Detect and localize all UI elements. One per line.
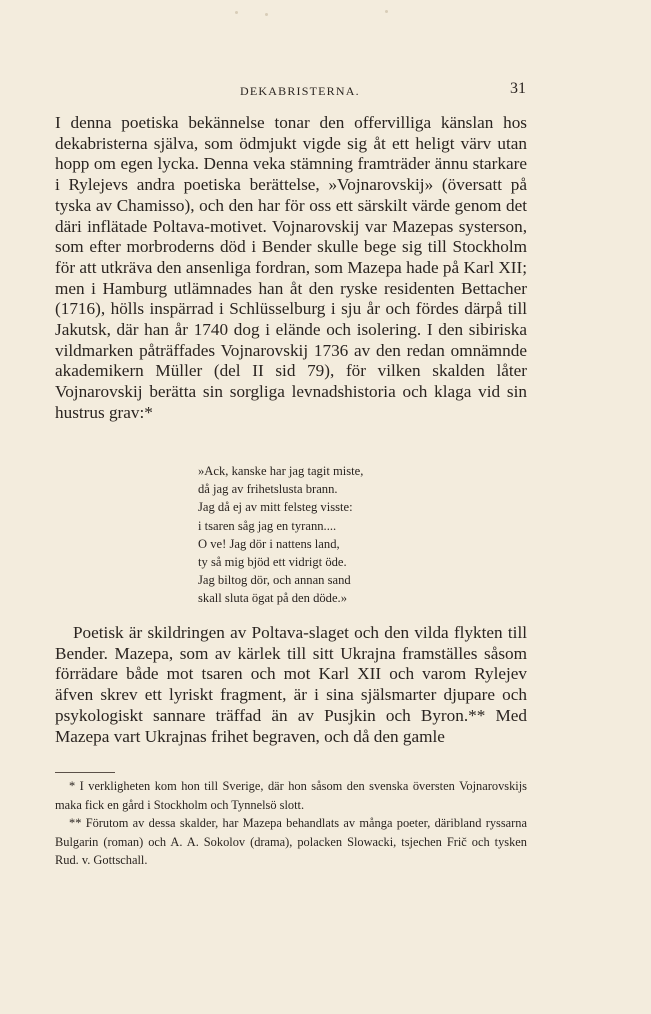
footnote-2: ** Förutom av dessa skalder, har Mazepa behandlats av många poeter, däribland ryssarna Bulgarin (roman) och A. A. Sokolov (drama), polacken Slowacki, tsjechen Frič och tysken Rud. v. Gottschall. (55, 816, 527, 868)
paper-specks (225, 8, 425, 18)
poem-line: Jag då ej av mitt felsteg visste: (198, 500, 353, 515)
poem-line: O ve! Jag dör i nattens land, (198, 536, 340, 551)
paragraph-1-text: I denna poetiska bekännelse tonar den offervilliga känslan hos dekabristerna själva, som ödmjukt vigde sig åt ett heligt värv utan hopp om egen lycka. Denna veka stämning framträder ännu starkare i Rylejevs andra poetiska berättelse, »Vojnarovskij» (översatt på tyska av Chamisso), och den har för oss ett särskilt värde genom det däri inflätade Poltava-motivet. Vojnarovskij var Mazepas systerson, som efter morbroderns död i Bender skulle bege sig till Stockholm för att utkräva den ansenliga fordran, som Mazepa hade på Karl XII; men i Hamburg utlämnades han åt den ryske residenten Bettacher (1716), hölls inspärrad i Schlüsselburg i sju år och fördes därpå till Jakutsk, där han år 1740 dog i elände och isolering. I den sibiriska vildmarken påträffades Vojnarovskij 1736 av den redan omnämnde akademikern Müller (del II sid 79), för vilken skalden låter Vojnarovskij berätta sin sorgliga levnadshistoria och klaga vid sin hustrus grav:* (55, 113, 527, 422)
poem-line: i tsaren såg jag en tyrann.... (198, 518, 337, 533)
poem-line: ty så mig bjöd ett vidrigt öde. (198, 555, 347, 570)
paragraph-2 (55, 623, 527, 747)
poem-line: Jag biltog dör, och annan sand (198, 573, 351, 588)
footnote-divider (55, 772, 115, 773)
paragraph-2-text: Poetisk är skildringen av Poltava-slaget och den vilda flykten till Bender. Mazepa, som av kärlek till sitt Ukrajna framställes såsom förrädare både mot tsaren och mot Karl XII och varom Rylejev äfven skrev ett lyriskt fragment, är i sina själsmarter djupare och psykologiskt sannare träffad än av Pusjkin och Byron.** Med Mazepa vart Ukrajnas frihet begraven, och då den gamle (55, 623, 527, 746)
footnotes (55, 777, 527, 870)
running-head: DEKABRISTERNA. (240, 84, 360, 98)
poem-line: »Ack, kanske har jag tagit miste, (198, 464, 364, 478)
poem-line: skall sluta ögat på den döde.» (198, 591, 347, 606)
footnote-1: * I verkligheten kom hon till Sverige, där hon såsom den svenska översten Vojnarovskijs maka fick en gård i Stockholm och Tynnelsö slott. (55, 779, 527, 812)
poem-line: då jag av frihetslusta brann. (198, 482, 338, 497)
paragraph-1 (55, 113, 527, 424)
page-number: 31 (510, 80, 526, 97)
poem-quote (198, 462, 363, 608)
